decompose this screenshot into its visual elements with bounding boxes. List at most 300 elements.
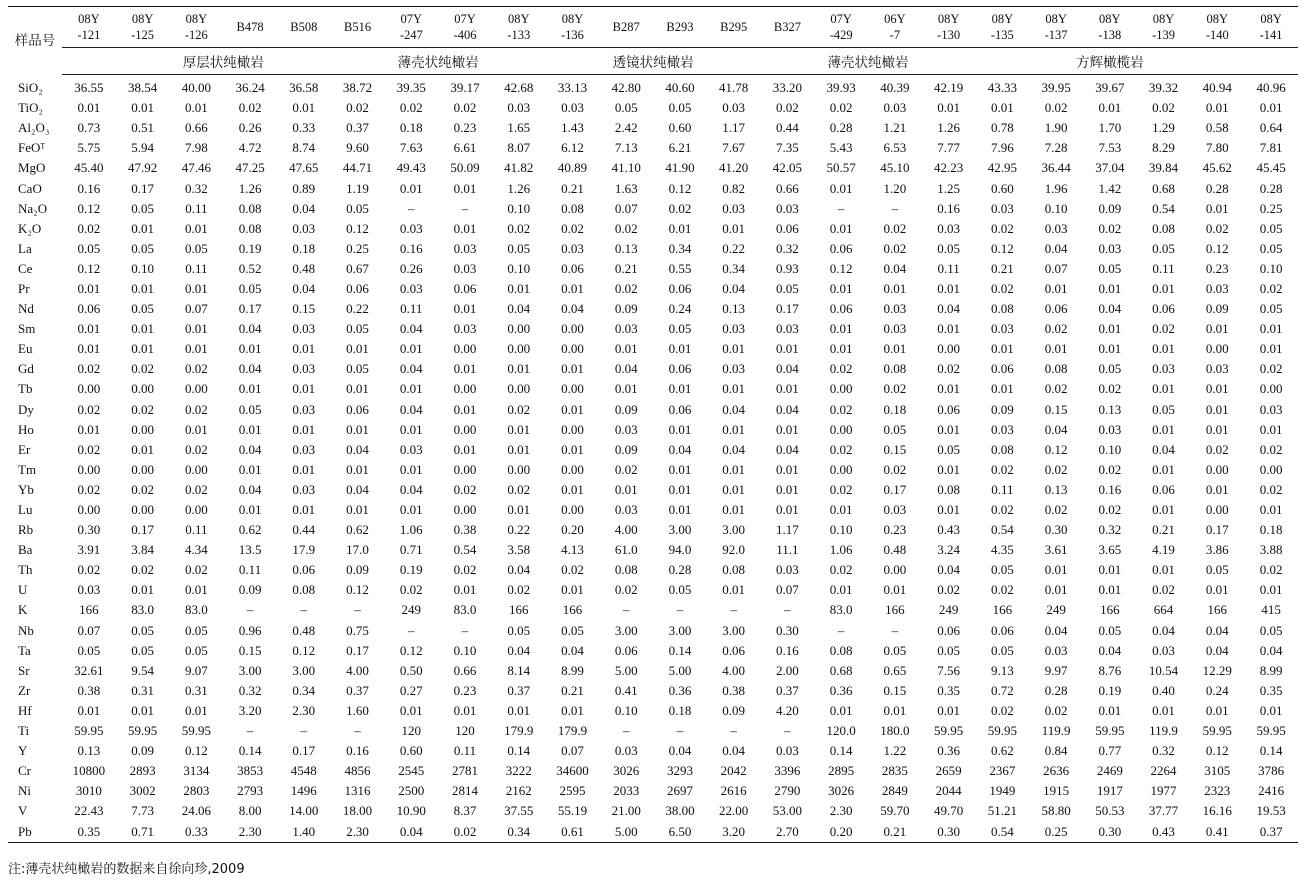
table-cell: 0.03 — [1205, 280, 1229, 296]
table-cell: 0.02 — [990, 280, 1014, 296]
table-cell: 12.29 — [1202, 662, 1232, 678]
table-cell: 39.35 — [396, 80, 426, 96]
table-cell: 0.03 — [1098, 421, 1122, 437]
table-cell: 22.43 — [74, 803, 104, 819]
table-row — [8, 520, 1298, 540]
table-cell: 0.04 — [238, 361, 262, 377]
table-cell: 0.06 — [829, 240, 853, 256]
table-cell: 2.00 — [776, 662, 799, 678]
table-cell: 0.19 — [238, 240, 262, 256]
table-cell: 0.03 — [614, 421, 638, 437]
table-cell: 0.02 — [453, 562, 477, 578]
table-cell: 3786 — [1258, 763, 1285, 779]
table-cell: 14.00 — [289, 803, 319, 819]
sample-id-header: 07Y -406 — [453, 12, 477, 42]
rock-type-group-header: 薄壳状纯橄岩 — [814, 48, 921, 75]
table-cell: – — [730, 723, 737, 739]
table-cell: 0.01 — [722, 481, 746, 497]
table-cell: 38.72 — [342, 80, 373, 96]
element-label: K — [18, 602, 28, 618]
table-cell: – — [461, 622, 469, 638]
table-cell: 0.01 — [1152, 341, 1175, 357]
table-cell: 4.35 — [990, 542, 1014, 558]
table-cell: 2.42 — [614, 120, 638, 136]
table-cell: – — [354, 602, 361, 618]
table-cell: 0.02 — [937, 361, 960, 377]
table-cell: – — [622, 723, 630, 739]
table-cell: 3.00 — [238, 662, 262, 678]
table-cell: 2044 — [935, 783, 962, 799]
table-cell: 0.01 — [346, 502, 369, 518]
table-cell: – — [784, 723, 791, 739]
table-footnote: 注:薄壳状纯橄岩的数据来自徐向珍,2009 — [8, 862, 245, 877]
table-cell: 0.01 — [561, 582, 584, 598]
table-cell: 0.05 — [1259, 622, 1283, 638]
table-cell: 0.00 — [507, 381, 531, 397]
table-cell: 0.06 — [292, 562, 316, 578]
table-cell: 0.01 — [453, 361, 477, 377]
table-cell: 0.01 — [238, 461, 262, 477]
table-cell: 7.98 — [184, 140, 208, 156]
table-cell: 0.32 — [238, 682, 262, 698]
table-cell: 3222 — [505, 763, 532, 779]
table-cell: 0.00 — [561, 461, 584, 477]
table-cell: 0.08 — [1044, 361, 1068, 377]
table-cell: 0.35 — [937, 682, 960, 698]
table-cell: 0.01 — [507, 702, 531, 718]
table-cell: 9.07 — [184, 662, 208, 678]
table-cell: 0.01 — [346, 341, 369, 357]
table-cell: 0.02 — [507, 401, 531, 417]
table-cell: 7.53 — [1098, 140, 1122, 156]
table-cell: 0.01 — [507, 502, 531, 518]
sample-id-header: B287 — [612, 20, 640, 34]
table-cell: 0.52 — [238, 260, 262, 276]
table-cell: 0.01 — [184, 220, 208, 236]
table-cell: 0.04 — [346, 481, 369, 497]
table-cell: 0.02 — [1259, 361, 1283, 377]
table-cell: 0.12 — [346, 582, 369, 598]
table-cell: 40.89 — [557, 160, 588, 176]
element-label: Ti — [18, 723, 30, 739]
table-cell: 0.01 — [346, 421, 369, 437]
table-cell: 0.02 — [1044, 381, 1068, 397]
table-cell: 0.09 — [614, 441, 638, 457]
table-cell: 2367 — [989, 763, 1016, 779]
table-cell: 0.02 — [614, 280, 638, 296]
table-cell: 1.06 — [829, 542, 853, 558]
table-cell: 0.19 — [399, 562, 423, 578]
table-cell: 1.63 — [614, 180, 638, 196]
table-cell: 41.82 — [504, 160, 534, 176]
table-cell: 59.95 — [181, 723, 211, 739]
table-cell: 2616 — [720, 783, 747, 799]
table-cell: 10800 — [72, 763, 106, 779]
table-cell: 0.01 — [990, 381, 1014, 397]
table-cell: 41.10 — [611, 160, 641, 176]
table-cell: 7.81 — [1259, 140, 1283, 156]
table-cell: 61.0 — [614, 542, 638, 558]
table-cell: 0.62 — [346, 522, 369, 538]
table-cell: 0.01 — [561, 401, 584, 417]
table-cell: 40.39 — [880, 80, 910, 96]
table-cell: 2416 — [1258, 783, 1285, 799]
table-cell: 0.28 — [829, 120, 853, 136]
table-cell: 83.0 — [184, 602, 208, 618]
table-cell: 0.01 — [722, 381, 746, 397]
table-cell: 6.53 — [883, 140, 907, 156]
table-cell: 0.02 — [883, 220, 907, 236]
table-cell: 0.37 — [507, 682, 531, 698]
table-cell: 0.06 — [614, 642, 638, 658]
table-cell: 0.12 — [1044, 441, 1068, 457]
sample-id-header: 08Y -121 — [77, 12, 101, 42]
sample-number-header: 样品号 — [14, 32, 56, 49]
element-label: TiO₂ — [18, 100, 44, 116]
table-cell: 0.01 — [1205, 421, 1229, 437]
table-cell: 0.10 — [131, 260, 154, 276]
geochemistry-table — [8, 6, 1298, 843]
table-cell: 0.65 — [883, 662, 907, 678]
table-row — [8, 400, 1298, 420]
table-cell: 2895 — [828, 763, 855, 779]
table-cell: 0.62 — [238, 522, 262, 538]
table-cell: 0.01 — [614, 481, 638, 497]
table-cell: 0.01 — [776, 481, 799, 497]
table-cell: 0.04 — [346, 441, 369, 457]
table-cell: 415 — [1261, 602, 1281, 618]
table-cell: 4.34 — [184, 542, 208, 558]
table-cell: 13.5 — [238, 542, 262, 558]
rock-type-group-header: 厚层状纯橄岩 — [62, 48, 384, 75]
table-cell: 0.01 — [77, 280, 101, 296]
table-cell: 4.00 — [722, 662, 746, 678]
table-cell: 0.08 — [937, 481, 960, 497]
table-cell: 0.24 — [1205, 682, 1229, 698]
table-cell: – — [891, 200, 899, 216]
element-label: MgO — [18, 160, 46, 176]
table-cell: 0.01 — [829, 321, 853, 337]
table-cell: 0.25 — [346, 240, 369, 256]
sample-id-header: 08Y -133 — [507, 12, 531, 42]
table-cell: 1.26 — [507, 180, 531, 196]
table-cell: 0.01 — [1259, 421, 1283, 437]
table-cell: 0.08 — [561, 200, 584, 216]
table-cell: 0.01 — [722, 461, 746, 477]
table-cell: 0.01 — [1205, 200, 1229, 216]
table-cell: 0.02 — [77, 481, 101, 497]
table-cell: 0.02 — [1152, 582, 1175, 598]
table-cell: 0.00 — [184, 461, 208, 477]
table-cell: 0.38 — [77, 682, 101, 698]
sample-id-header: 08Y -141 — [1259, 12, 1283, 42]
table-cell: 0.06 — [77, 301, 101, 317]
table-cell: 3.00 — [722, 622, 746, 638]
table-cell: 0.04 — [937, 301, 960, 317]
table-cell: 0.04 — [1205, 622, 1229, 638]
table-cell: 0.02 — [77, 220, 101, 236]
table-cell: 7.77 — [937, 140, 960, 156]
table-cell: 22.00 — [719, 803, 749, 819]
table-cell: 2595 — [559, 783, 586, 799]
rock-type-group-header: 薄壳状纯橄岩 — [384, 48, 491, 75]
element-label: Na₂O — [18, 200, 48, 216]
table-cell: 0.04 — [238, 481, 262, 497]
table-cell: 0.01 — [399, 702, 423, 718]
table-cell: 0.01 — [776, 461, 799, 477]
table-cell: 0.06 — [668, 361, 692, 377]
table-cell: 0.08 — [238, 200, 262, 216]
table-cell: 0.11 — [185, 260, 208, 276]
table-cell: 3026 — [613, 763, 640, 779]
table-row — [8, 761, 1298, 781]
table-cell: 0.00 — [829, 381, 853, 397]
table-cell: 9.54 — [131, 662, 154, 678]
table-cell: 39.17 — [450, 80, 480, 96]
table-row — [8, 701, 1298, 721]
table-cell: 0.12 — [184, 743, 208, 759]
table-cell: 0.01 — [131, 220, 154, 236]
table-cell: 0.38 — [722, 682, 746, 698]
table-cell: 1.17 — [776, 522, 799, 538]
table-cell: 0.02 — [77, 441, 101, 457]
table-cell: 0.77 — [1098, 743, 1122, 759]
table-cell: 0.02 — [829, 100, 853, 116]
table-cell: 0.03 — [990, 421, 1014, 437]
table-cell: 0.01 — [1152, 702, 1175, 718]
table-cell: – — [837, 200, 845, 216]
table-cell: 38.00 — [665, 803, 695, 819]
table-cell: 0.18 — [292, 240, 316, 256]
table-cell: 0.01 — [614, 381, 638, 397]
table-cell: 40.60 — [665, 80, 695, 96]
table-cell: 0.00 — [453, 421, 477, 437]
table-cell: 0.04 — [399, 481, 423, 497]
table-cell: 7.56 — [937, 662, 960, 678]
table-cell: 166 — [508, 602, 529, 618]
table-row — [8, 98, 1298, 118]
table-cell: 39.67 — [1095, 80, 1125, 96]
table-cell: 0.09 — [238, 582, 262, 598]
table-cell: 5.00 — [614, 662, 638, 678]
table-cell: 0.17 — [1205, 522, 1229, 538]
table-cell: 0.54 — [1152, 200, 1175, 216]
table-cell: 0.05 — [131, 240, 154, 256]
table-row — [8, 199, 1298, 219]
table-cell: 0.02 — [883, 461, 907, 477]
table-cell: 0.89 — [292, 180, 316, 196]
table-cell: 0.01 — [131, 702, 154, 718]
table-cell: 0.32 — [776, 240, 799, 256]
element-label: CaO — [18, 180, 42, 196]
table-cell: 0.00 — [561, 502, 584, 518]
table-cell: 0.01 — [937, 461, 960, 477]
table-cell: 7.73 — [131, 803, 154, 819]
table-cell: 10.90 — [396, 803, 426, 819]
element-label: Th — [18, 562, 33, 578]
table-cell: 0.01 — [131, 582, 154, 598]
element-label: Ho — [18, 421, 34, 437]
table-cell: 83.0 — [829, 602, 853, 618]
table-cell: 0.08 — [883, 361, 907, 377]
sample-id-header: 08Y -138 — [1098, 12, 1122, 42]
table-cell: 59.95 — [127, 723, 158, 739]
element-label: Ta — [18, 642, 31, 658]
table-cell: 1.26 — [937, 120, 960, 136]
table-cell: 4.20 — [776, 702, 799, 718]
table-cell: 0.50 — [399, 662, 423, 678]
table-cell: 0.48 — [292, 260, 316, 276]
table-row — [8, 821, 1298, 842]
table-cell: 3.20 — [238, 702, 262, 718]
element-label: Ba — [18, 542, 33, 558]
table-cell: 0.11 — [400, 301, 423, 317]
table-cell: 0.05 — [131, 200, 154, 216]
table-cell: 0.03 — [614, 321, 638, 337]
table-cell: 0.05 — [346, 200, 369, 216]
table-cell: 0.01 — [1259, 502, 1283, 518]
table-cell: 0.33 — [184, 823, 208, 839]
table-cell: 0.04 — [238, 321, 262, 337]
table-cell: 40.00 — [181, 80, 211, 96]
table-cell: 45.10 — [880, 160, 910, 176]
table-cell: 0.06 — [722, 642, 746, 658]
table-cell: 0.17 — [238, 301, 262, 317]
table-cell: 0.27 — [399, 682, 423, 698]
table-cell: 16.16 — [1202, 803, 1232, 819]
table-cell: 0.01 — [668, 421, 692, 437]
table-cell: 1.25 — [937, 180, 960, 196]
table-cell: 0.78 — [990, 120, 1014, 136]
table-cell: 8.99 — [1259, 662, 1283, 678]
table-cell: 2793 — [237, 783, 264, 799]
table-cell: 4.00 — [346, 662, 369, 678]
table-cell: 166 — [562, 602, 583, 618]
table-cell: 0.01 — [131, 441, 154, 457]
table-cell: 0.21 — [561, 682, 584, 698]
sample-id-header: 07Y -247 — [399, 12, 423, 42]
table-cell: 0.01 — [722, 502, 746, 518]
table-cell: 0.35 — [1259, 682, 1283, 698]
table-cell: 0.22 — [722, 240, 746, 256]
table-cell: 0.64 — [1259, 120, 1283, 136]
table-cell: 0.10 — [1259, 260, 1283, 276]
table-cell: 0.05 — [668, 321, 692, 337]
table-cell: 9.97 — [1044, 662, 1068, 678]
table-cell: 0.03 — [292, 220, 316, 236]
table-cell: 0.03 — [883, 321, 907, 337]
element-label: Ni — [18, 783, 31, 799]
table-cell: 1977 — [1150, 783, 1177, 799]
table-cell: 2803 — [183, 783, 210, 799]
table-cell: 0.03 — [77, 582, 101, 598]
table-cell: 0.01 — [346, 381, 369, 397]
table-cell: 0.22 — [346, 301, 369, 317]
table-cell: 0.01 — [77, 421, 101, 437]
table-cell: 0.02 — [77, 401, 101, 417]
table-cell: 59.70 — [880, 803, 910, 819]
table-row — [8, 801, 1298, 821]
table-cell: 0.02 — [776, 100, 799, 116]
table-cell: 1949 — [989, 783, 1016, 799]
table-cell: 11.1 — [776, 542, 799, 558]
table-cell: 0.00 — [1205, 341, 1229, 357]
table-cell: 0.01 — [292, 461, 316, 477]
sample-id-header: 08Y -135 — [990, 12, 1014, 42]
table-cell: 0.09 — [614, 301, 638, 317]
table-cell: 0.02 — [1098, 502, 1122, 518]
table-cell: 51.21 — [987, 803, 1017, 819]
table-cell: 92.0 — [722, 542, 746, 558]
table-cell: 0.06 — [668, 280, 692, 296]
table-cell: 0.05 — [668, 100, 692, 116]
table-row — [8, 138, 1298, 158]
table-row — [8, 259, 1298, 279]
table-cell: 4.00 — [614, 522, 638, 538]
table-cell: 0.01 — [722, 421, 746, 437]
table-cell: 0.01 — [937, 381, 960, 397]
table-cell: 0.03 — [990, 200, 1014, 216]
table-cell: 0.28 — [1044, 682, 1068, 698]
table-cell: 0.14 — [238, 743, 262, 759]
table-cell: 0.30 — [776, 622, 799, 638]
table-cell: 0.02 — [1259, 280, 1283, 296]
table-cell: 0.25 — [1259, 200, 1283, 216]
table-cell: 0.37 — [776, 682, 799, 698]
table-cell: 7.80 — [1205, 140, 1229, 156]
table-cell: 1496 — [290, 783, 317, 799]
table-cell: 0.01 — [829, 702, 853, 718]
table-cell: 17.0 — [346, 542, 369, 558]
table-cell: 0.55 — [668, 260, 692, 276]
table-cell: 0.02 — [184, 481, 208, 497]
sample-id-header: 08Y -125 — [131, 12, 155, 42]
table-cell: 1.90 — [1044, 120, 1068, 136]
table-cell: 0.09 — [722, 702, 746, 718]
table-cell: 0.01 — [883, 280, 907, 296]
table-cell: 0.03 — [292, 401, 316, 417]
table-cell: 8.00 — [238, 803, 262, 819]
table-cell: 0.01 — [1098, 280, 1122, 296]
table-cell: 0.01 — [346, 461, 369, 477]
table-cell: 0.01 — [1205, 100, 1229, 116]
table-cell: 0.02 — [1044, 461, 1068, 477]
table-cell: 0.01 — [292, 341, 316, 357]
table-cell: 8.99 — [561, 662, 584, 678]
table-cell: 42.95 — [987, 160, 1017, 176]
table-cell: 3.86 — [1205, 542, 1229, 558]
table-cell: 0.51 — [131, 120, 154, 136]
table-cell: 0.01 — [937, 502, 960, 518]
table-cell: 0.01 — [77, 321, 101, 337]
table-cell: 0.02 — [131, 562, 154, 578]
table-cell: 0.21 — [614, 260, 638, 276]
table-cell: 4.72 — [238, 140, 262, 156]
table-cell: 0.02 — [399, 100, 423, 116]
table-cell: 3.58 — [507, 542, 531, 558]
table-cell: 0.05 — [937, 441, 960, 457]
table-cell: 0.12 — [399, 642, 423, 658]
table-cell: 0.01 — [453, 220, 477, 236]
table-cell: 49.43 — [396, 160, 426, 176]
table-cell: 0.02 — [829, 441, 853, 457]
table-cell: 0.00 — [77, 502, 101, 518]
table-cell: 0.02 — [561, 220, 584, 236]
rock-type-group-header: 方辉橄榄岩 — [922, 48, 1298, 75]
sample-id-header: 08Y -130 — [937, 12, 961, 42]
table-cell: 0.01 — [1098, 582, 1122, 598]
table-cell: 0.34 — [722, 260, 746, 276]
